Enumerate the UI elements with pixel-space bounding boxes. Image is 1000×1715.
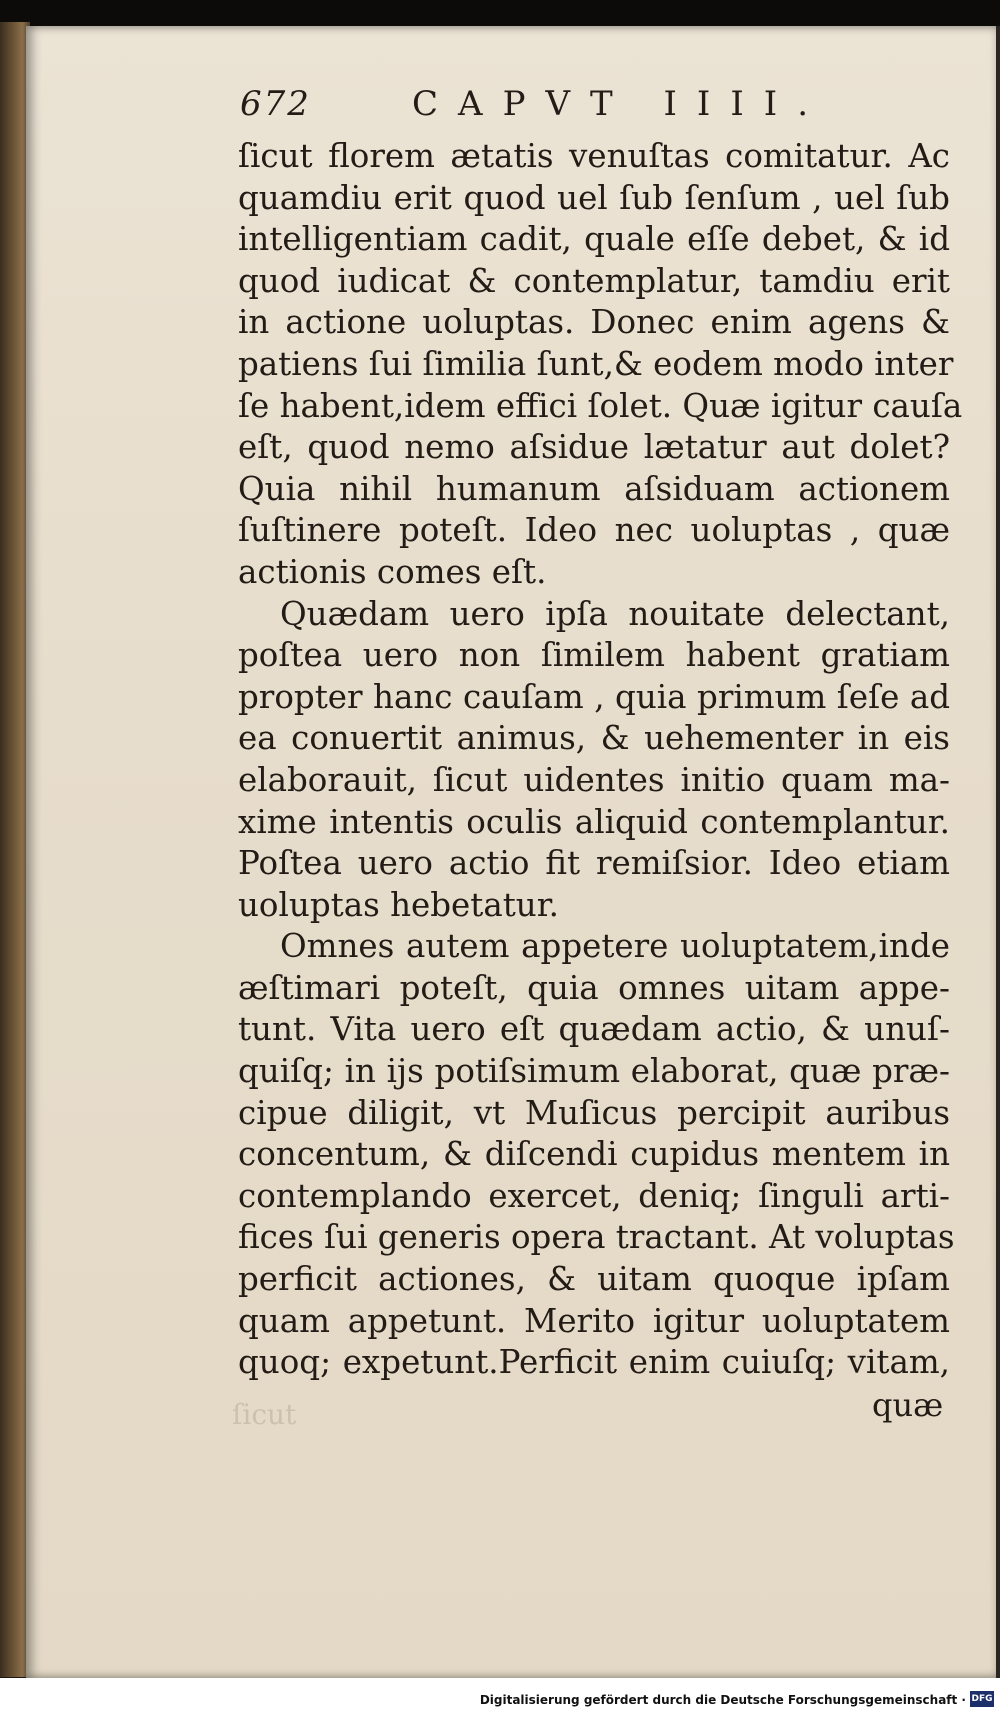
scan-right-edge xyxy=(996,26,1000,1678)
text-line: Quia nihil humanum aſsiduam actionem xyxy=(238,469,950,508)
text-line: quamdiu erit quod uel ſub ſenſum , uel ſub xyxy=(238,178,950,217)
text-line: poſtea uero non ſimilem habent gratiam xyxy=(238,636,950,675)
page-number: 672 xyxy=(240,84,311,124)
text-line: contemplando exercet, deniq; ſinguli arti- xyxy=(238,1176,950,1215)
text-line: eſt, quod nemo aſsidue lætatur aut dolet? xyxy=(238,428,950,467)
text-line: Poſtea uero actio fit remiſsior. Ideo etiam xyxy=(238,844,950,883)
catchword: quæ xyxy=(872,1386,944,1424)
text-line: concentum, & diſcendi cupidus mentem in xyxy=(238,1135,950,1174)
text-line: cipue diligit, vt Muſicus percipit auribus xyxy=(238,1093,950,1132)
body-text xyxy=(238,136,963,1384)
text-line: quoq; expetunt.Perficit enim cuiuſq; vitam, xyxy=(238,1343,950,1382)
text-line: xime intentis oculis aliquid contemplantur. xyxy=(238,802,950,841)
text-line: ſicut florem ætatis venuſtas comitatur. Ac xyxy=(238,137,950,175)
text-line: actionis comes eſt. xyxy=(238,552,547,591)
text-line: elaborauit, ſicut uidentes initio quam ma- xyxy=(238,760,950,799)
dfg-logo-icon: DFG xyxy=(970,1691,994,1707)
text-line: in actione uoluptas. Donec enim agens & xyxy=(238,303,950,342)
text-line: quam appetunt. Merito igitur uoluptatem xyxy=(238,1301,950,1340)
text-line: uoluptas hebetatur. xyxy=(238,885,560,924)
text-line: ſuſtinere poteſt. Ideo nec uoluptas , quæ xyxy=(238,511,950,550)
text-line: ſe habent,idem effici ſolet. Quæ igitur cauſa xyxy=(238,386,963,425)
text-line: Omnes autem appetere uoluptatem,inde xyxy=(280,927,950,966)
chapter-title: CAPVT IIII. xyxy=(412,84,829,124)
text-line: tunt. Vita uero eſt quædam actio, & unuſ- xyxy=(238,1010,950,1049)
text-line: perficit actiones, & uitam quoque ipſam xyxy=(238,1260,950,1299)
footer-credit: Digitalisierung gefördert durch die Deutsche Forschungsgemeinschaft · xyxy=(479,1693,966,1707)
scan-top-edge xyxy=(0,0,1000,26)
text-line: æſtimari poteſt, quia omnes uitam appe- xyxy=(238,968,950,1007)
bleed-through-text: ſicut xyxy=(232,1398,297,1431)
running-head xyxy=(240,84,840,130)
text-line: Quædam uero ipſa nouitate delectant, xyxy=(280,594,950,633)
text-line: patiens ſui ſimilia ſunt,& eodem modo inter xyxy=(238,344,954,383)
text-line: fices ſui generis opera tractant. At voluptas xyxy=(238,1218,955,1257)
text-line: ea conuertit animus, & uehementer in eis xyxy=(238,719,950,758)
text-line: quod iudicat & contemplatur, tamdiu erit xyxy=(238,261,950,300)
text-line: propter hanc cauſam , quia primum ſeſe ad xyxy=(238,677,950,716)
text-line: quiſq; in ijs potiſsimum elaborat, quæ præ- xyxy=(238,1052,950,1091)
text-line: intelligentiam cadit, quale eſſe debet, & id xyxy=(238,220,950,259)
